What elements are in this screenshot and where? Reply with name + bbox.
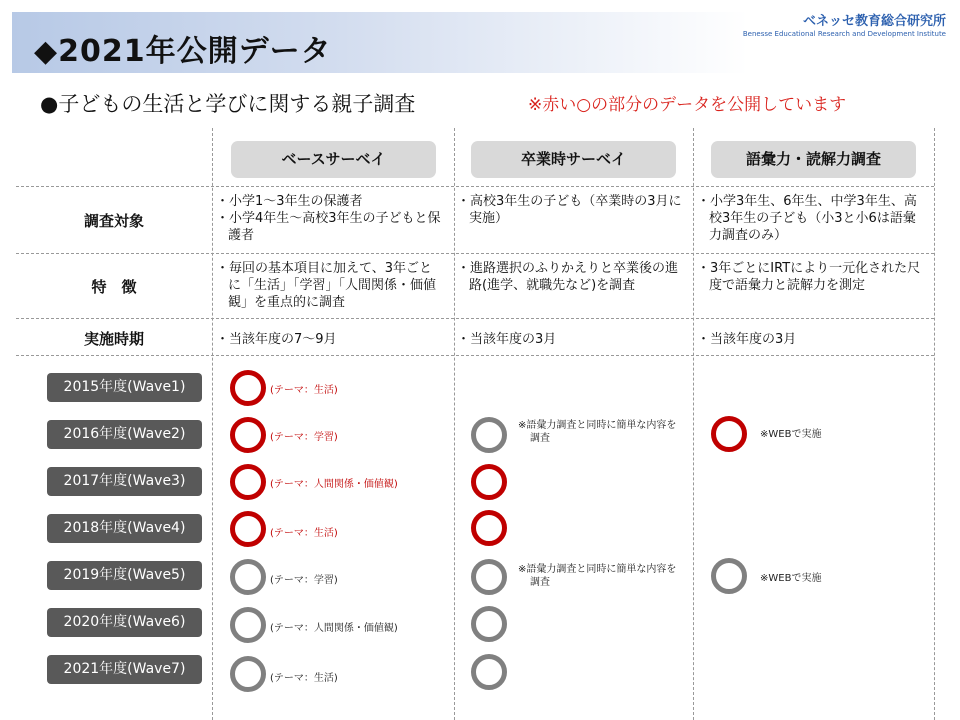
grid-vline: [454, 128, 455, 720]
cell-period-vocab: ・当該年度の3月: [697, 332, 797, 347]
row-label-target: 調査対象: [83, 212, 144, 230]
circle-grad-2020: [471, 606, 507, 642]
cell-target-grad: [457, 193, 685, 227]
survey-subtitle: ●子どもの生活と学びに関する親子調査: [40, 92, 416, 116]
theme-base-2020: (テーマ：人間関係・価値観): [270, 623, 398, 634]
circle-grad-2021: [471, 654, 507, 690]
cell-text: ・小学1～3年生の保護者: [216, 194, 363, 209]
theme-base-2018: (テーマ：生活): [270, 528, 338, 539]
column-header-base-survey: ベースサーベイ: [231, 141, 436, 178]
page-title: ◆2021年公開データ: [34, 34, 332, 69]
cell-text: ・小学4年生～高校3年生の子どもと保護者: [216, 211, 441, 243]
grid-hline: [16, 355, 934, 356]
cell-text: ・小学3年生、6年生、中学3年生、高校3年生の子ども（小3と小6は語彙力調査のみ）: [697, 194, 917, 243]
circle-base-2018-published: [230, 511, 266, 547]
cell-text: ・毎回の基本項目に加えて、3年ごとに「生活」「学習」「人間関係・価値観」を重点的に調査: [216, 261, 437, 310]
grid-vline: [212, 128, 213, 720]
circle-base-2021: [230, 656, 266, 692]
note-grad-2019: ※語彙力調査と同時に簡単な内容を調査: [518, 564, 677, 588]
circle-vocab-2016-published: [711, 416, 747, 452]
cell-period-grad: ・当該年度の3月: [457, 332, 557, 347]
theme-base-2017: (テーマ：人間関係・価値観): [270, 479, 398, 490]
column-header-vocabulary-survey: 語彙力・読解力調査: [711, 141, 916, 178]
circle-grad-2018-published: [471, 510, 507, 546]
theme-base-2016: (テーマ：学習): [270, 432, 338, 443]
note-grad-2016: ※語彙力調査と同時に簡単な内容を調査: [518, 420, 677, 444]
wave-label-2021: 2021年度(Wave7): [47, 655, 202, 684]
row-label-period: 実施時期: [83, 330, 144, 348]
circle-base-2020: [230, 607, 266, 643]
theme-base-2015: (テーマ：生活): [270, 385, 338, 396]
published-note: ※赤い○の部分のデータを公開しています: [528, 95, 847, 115]
circle-base-2017-published: [230, 464, 266, 500]
note-vocab-2019: ※WEBで実施: [760, 573, 822, 584]
circle-vocab-2019: [711, 558, 747, 594]
cell-feature-base: [216, 260, 436, 311]
grid-vline: [693, 128, 694, 720]
cell-text: ・進路選択のふりかえりと卒業後の進路(進学、就職先など)を調査: [457, 261, 679, 293]
column-header-graduation-survey: 卒業時サーベイ: [471, 141, 676, 178]
grid-hline: [16, 186, 934, 187]
cell-text: ・高校3年生の子ども（卒業時の3月に実施）: [457, 194, 682, 226]
circle-grad-2019: [471, 559, 507, 595]
grid-hline: [16, 253, 934, 254]
logo: [743, 10, 946, 38]
cell-feature-grad: [457, 260, 685, 294]
wave-label-2019: 2019年度(Wave5): [47, 561, 202, 590]
wave-label-2017: 2017年度(Wave3): [47, 467, 202, 496]
cell-feature-vocab: [697, 260, 922, 294]
circle-base-2019: [230, 559, 266, 595]
note-vocab-2016: ※WEBで実施: [760, 429, 822, 440]
grid-hline: [16, 318, 934, 319]
wave-label-2015: 2015年度(Wave1): [47, 373, 202, 402]
wave-label-2018: 2018年度(Wave4): [47, 514, 202, 543]
cell-period-base: ・当該年度の7～9月: [216, 332, 337, 347]
title-banner: [12, 12, 748, 73]
theme-base-2019: (テーマ：学習): [270, 575, 338, 586]
cell-text: ・3年ごとにIRTにより一元化された尺度で語彙力と読解力を測定: [697, 261, 921, 293]
row-label-feature: 特 徴: [91, 278, 137, 296]
wave-label-2016: 2016年度(Wave2): [47, 420, 202, 449]
circle-grad-2016: [471, 417, 507, 453]
cell-target-base: [216, 193, 444, 244]
circle-base-2016-published: [230, 417, 266, 453]
wave-label-2020: 2020年度(Wave6): [47, 608, 202, 637]
circle-grad-2017-published: [471, 464, 507, 500]
logo-jp: ベネッセ教育総合研究所: [802, 14, 946, 29]
cell-target-vocab: [697, 193, 927, 244]
circle-base-2015-published: [230, 370, 266, 406]
logo-en: Benesse Educational Research and Development Institute: [742, 30, 946, 38]
theme-base-2021: (テーマ：生活): [270, 673, 338, 684]
grid-vline: [934, 128, 935, 720]
